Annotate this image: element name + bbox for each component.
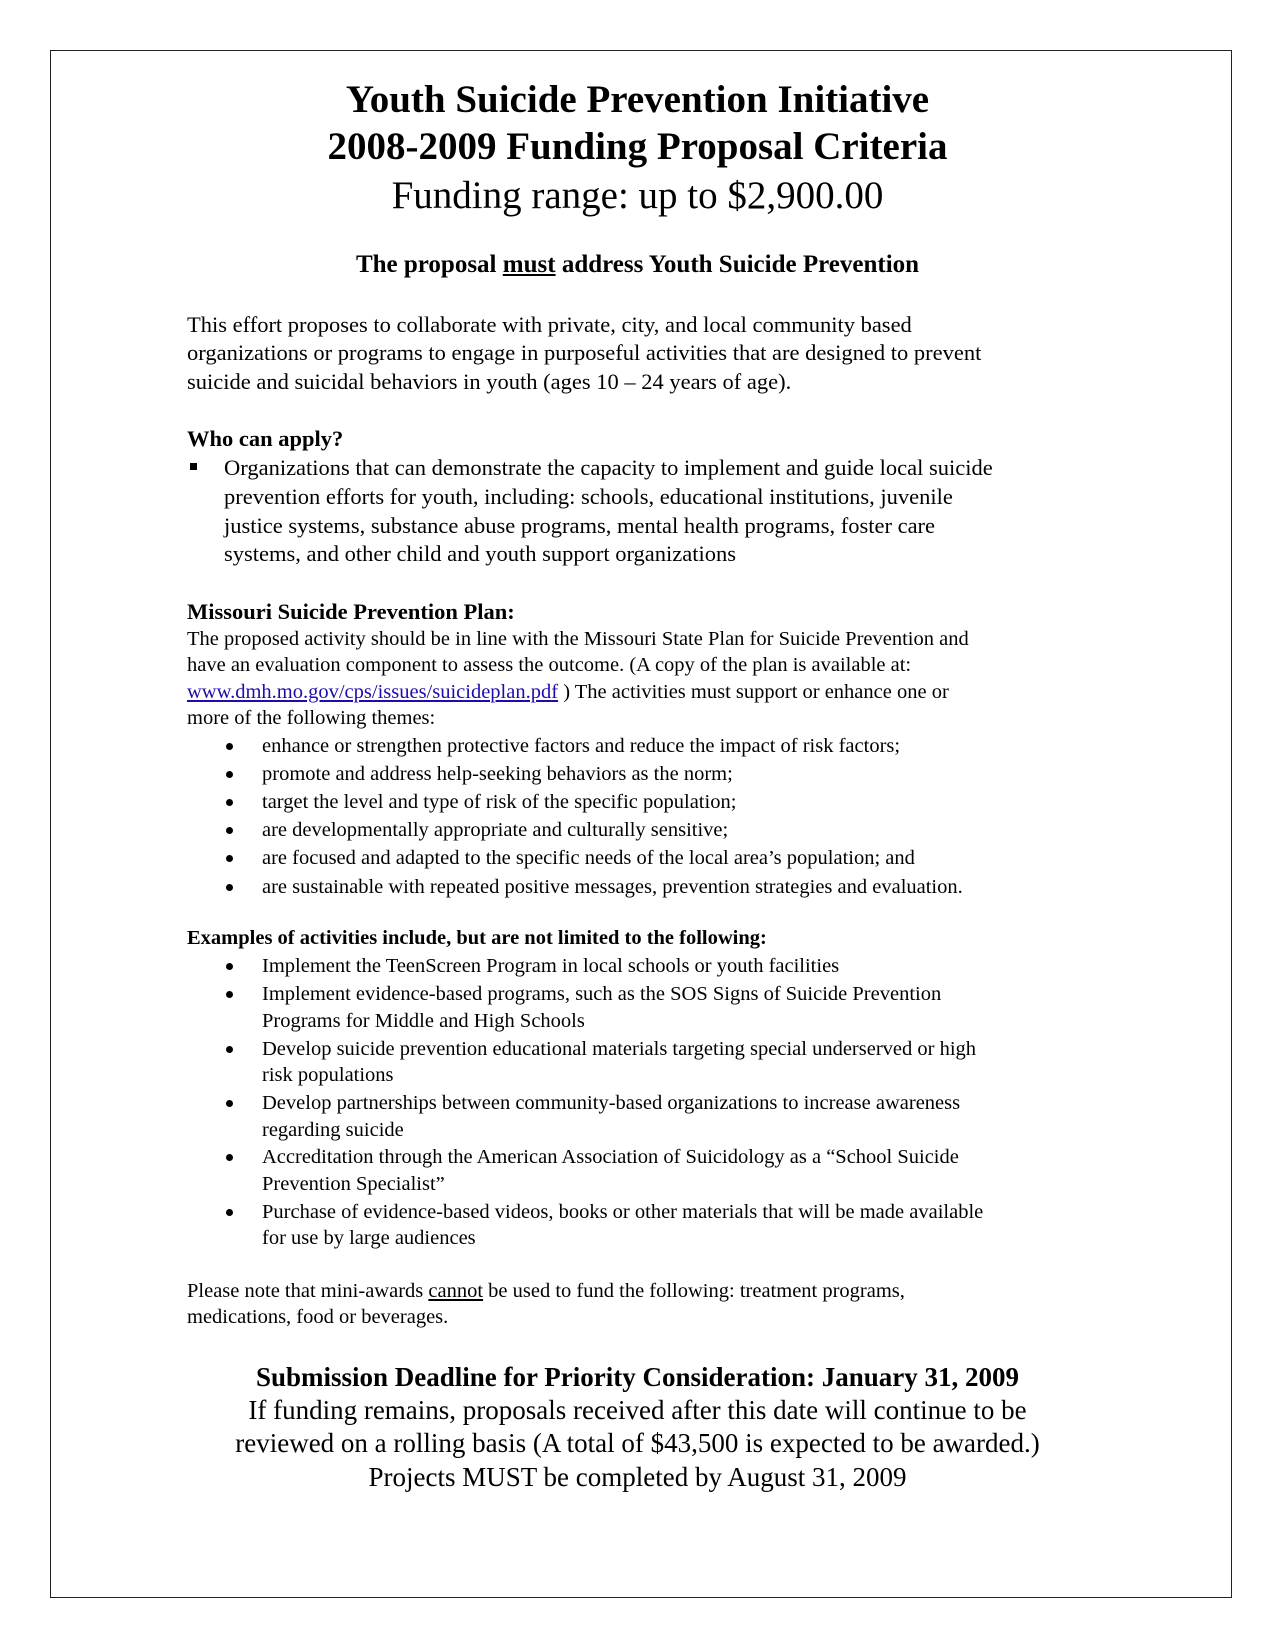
bullet-icon <box>226 855 233 862</box>
example-item: Develop partnerships between community-based organizations to increase awareness <box>262 1092 961 1114</box>
bullet-icon <box>226 771 233 778</box>
intro-line: organizations or programs to engage in purposeful activities that are designed to prevent <box>187 340 982 365</box>
example-item: Implement the TeenScreen Program in local schools or youth facilities <box>262 955 840 977</box>
example-item-cont: risk populations <box>262 1064 394 1086</box>
intro-line: This effort proposes to collaborate with private, city, and local community based <box>187 312 912 337</box>
funding-range: Funding range: up to $2,900.00 <box>391 174 884 217</box>
deadline-title: Submission Deadline for Priority Consideration: January 31, 2009 <box>255 1362 1020 1392</box>
example-item: Accreditation through the American Association of Suicidology as a “School Suicide <box>262 1146 959 1168</box>
title-line-1: Youth Suicide Prevention Initiative <box>345 78 930 121</box>
plan-line-3-text: ) The activities must support or enhance one or <box>558 681 949 703</box>
theme-item: are focused and adapted to the specific needs of the local area’s population; and <box>262 847 915 869</box>
deadline-line: If funding remains, proposals received after this date will continue to be <box>248 1395 1027 1425</box>
subheading <box>0 250 1275 280</box>
note-line <box>187 1278 905 1304</box>
bullet-icon <box>226 1154 233 1161</box>
examples-heading: Examples of activities include, but are not limited to the following: <box>187 927 767 949</box>
deadline-line: Projects MUST be completed by August 31, 2009 <box>368 1462 907 1492</box>
bullet-icon <box>226 963 233 970</box>
subheading-pre: The proposal <box>355 251 503 278</box>
example-item: Purchase of evidence-based videos, books or other materials that will be made available <box>262 1201 984 1223</box>
plan-heading: Missouri Suicide Prevention Plan: <box>187 599 515 624</box>
bullet-icon <box>226 884 233 891</box>
theme-item: enhance or strengthen protective factors and reduce the impact of risk factors; <box>262 735 901 757</box>
bullet-icon <box>226 991 233 998</box>
example-item-cont: Programs for Middle and High Schools <box>262 1010 585 1032</box>
who-line: justice systems, substance abuse programs, mental health programs, foster care <box>224 513 936 538</box>
note-emphasis: cannot <box>428 1280 484 1302</box>
example-item: Implement evidence-based programs, such as the SOS Signs of Suicide Prevention <box>262 983 942 1005</box>
note-post: be used to fund the following: treatment programs, <box>483 1280 905 1302</box>
bullet-icon <box>226 799 233 806</box>
example-item-cont: for use by large audiences <box>262 1227 476 1249</box>
theme-item: are sustainable with repeated positive messages, prevention strategies and evaluation. <box>262 876 963 898</box>
theme-item: target the level and type of risk of the specific population; <box>262 791 737 813</box>
intro-line: suicide and suicidal behaviors in youth (ages 10 – 24 years of age). <box>187 369 792 394</box>
title-line-2: 2008-2009 Funding Proposal Criteria <box>327 125 948 168</box>
subheading-emphasis: must <box>502 251 556 278</box>
bullet-icon <box>226 1209 233 1216</box>
note-pre: Please note that mini-awards <box>187 1280 429 1302</box>
deadline-line: reviewed on a rolling basis (A total of $43,500 is expected to be awarded.) <box>235 1428 1040 1458</box>
who-heading: Who can apply? <box>187 426 344 451</box>
bullet-icon <box>226 1046 233 1053</box>
theme-item: promote and address help-seeking behaviors as the norm; <box>262 763 733 785</box>
plan-line: have an evaluation component to assess the outcome. (A copy of the plan is available at: <box>187 654 912 676</box>
example-item: Develop suicide prevention educational materials targeting special underserved or high <box>262 1038 977 1060</box>
note-line-2: medications, food or beverages. <box>187 1306 449 1328</box>
bullet-icon <box>226 827 233 834</box>
square-bullet-icon <box>190 463 197 470</box>
theme-item: are developmentally appropriate and culturally sensitive; <box>262 819 729 841</box>
subheading-post: address Youth Suicide Prevention <box>555 251 920 278</box>
example-item-cont: regarding suicide <box>262 1119 404 1141</box>
who-line: prevention efforts for youth, including: schools, educational institutions, juvenile <box>224 484 953 509</box>
plan-line: more of the following themes: <box>187 707 436 729</box>
bullet-icon <box>226 1100 233 1107</box>
plan-line <box>187 679 949 705</box>
who-line: systems, and other child and youth support organizations <box>224 541 737 566</box>
plan-line: The proposed activity should be in line with the Missouri State Plan for Suicide Prevention and <box>187 628 969 650</box>
bullet-icon <box>226 743 233 750</box>
plan-link[interactable]: www.dmh.mo.gov/cps/issues/suicideplan.pdf <box>187 681 559 703</box>
who-line: Organizations that can demonstrate the capacity to implement and guide local suicide <box>224 455 993 480</box>
example-item-cont: Prevention Specialist” <box>262 1173 445 1195</box>
